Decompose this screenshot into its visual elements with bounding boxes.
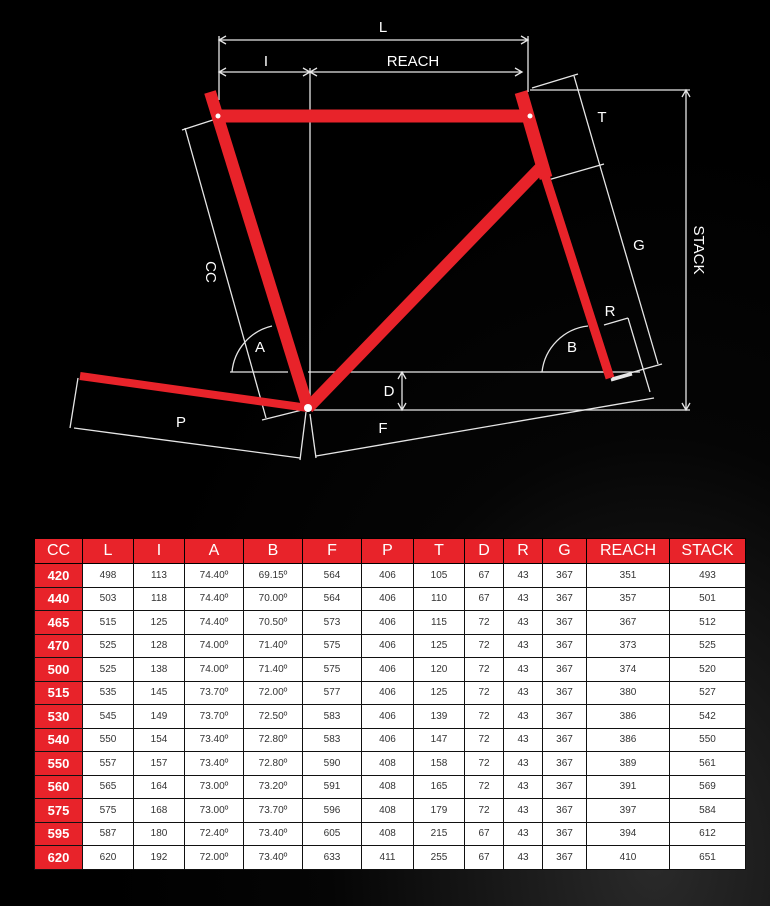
table-cell: 70.00º [244, 587, 303, 611]
table-cell: 367 [543, 634, 587, 658]
size-cell: 540 [35, 728, 83, 752]
table-cell: 406 [362, 564, 414, 588]
label-I: I [263, 53, 269, 70]
table-cell: 620 [83, 846, 134, 870]
table-row [35, 822, 746, 846]
bottom-bracket-point [304, 404, 312, 412]
label-P: P [175, 414, 187, 431]
col-header: REACH [587, 539, 670, 564]
col-header: F [303, 539, 362, 564]
table-cell: 573 [303, 611, 362, 635]
size-cell: 620 [35, 846, 83, 870]
table-cell: 525 [83, 634, 134, 658]
table-cell: 367 [543, 611, 587, 635]
table-cell: 651 [670, 846, 746, 870]
table-cell: 357 [587, 587, 670, 611]
table-cell: 43 [504, 822, 543, 846]
table-cell: 351 [587, 564, 670, 588]
table-cell: 584 [670, 799, 746, 823]
table-cell: 73.40º [244, 846, 303, 870]
table-cell: 164 [134, 775, 185, 799]
label-A: A [254, 339, 266, 356]
table-cell: 380 [587, 681, 670, 705]
table-row [35, 728, 746, 752]
col-header: A [185, 539, 244, 564]
table-cell: 120 [414, 658, 465, 682]
table-cell: 550 [670, 728, 746, 752]
table-cell: 367 [543, 564, 587, 588]
label-L: L [378, 19, 388, 36]
table-cell: 367 [543, 587, 587, 611]
table-row [35, 799, 746, 823]
table-cell: 115 [414, 611, 465, 635]
dim-G-bottom-tick [612, 364, 662, 378]
table-cell: 577 [303, 681, 362, 705]
size-cell: 595 [35, 822, 83, 846]
dim-CC-bottom-tick [262, 410, 302, 420]
dim-P-left-tick [70, 378, 78, 428]
table-cell: 72 [465, 705, 504, 729]
table-cell: 43 [504, 587, 543, 611]
col-header: R [504, 539, 543, 564]
table-cell: 408 [362, 752, 414, 776]
geometry-table-head [35, 539, 746, 564]
size-cell: 465 [35, 611, 83, 635]
table-cell: 73.70º [185, 681, 244, 705]
dim-T-top-tick [532, 74, 578, 88]
table-cell: 180 [134, 822, 185, 846]
table-cell: 74.40º [185, 587, 244, 611]
col-header: I [134, 539, 185, 564]
label-stack: STACK [690, 225, 707, 275]
table-row [35, 752, 746, 776]
table-cell: 406 [362, 705, 414, 729]
table-cell: 154 [134, 728, 185, 752]
table-cell: 43 [504, 799, 543, 823]
dim-CC-line [185, 128, 266, 418]
table-cell: 105 [414, 564, 465, 588]
table-cell: 125 [414, 634, 465, 658]
table-cell: 503 [83, 587, 134, 611]
table-cell: 179 [414, 799, 465, 823]
table-cell: 373 [587, 634, 670, 658]
table-cell: 410 [587, 846, 670, 870]
table-cell: 575 [303, 658, 362, 682]
table-cell: 67 [465, 822, 504, 846]
seat-tube [210, 92, 308, 408]
dim-P-line [74, 428, 300, 458]
table-row [35, 611, 746, 635]
size-cell: 500 [35, 658, 83, 682]
dim-R-offset-line [628, 318, 650, 392]
size-cell: 560 [35, 775, 83, 799]
table-cell: 43 [504, 634, 543, 658]
table-cell: 391 [587, 775, 670, 799]
table-cell: 408 [362, 822, 414, 846]
table-cell: 74.40º [185, 611, 244, 635]
geometry-table-body [35, 564, 746, 870]
table-cell: 498 [83, 564, 134, 588]
table-cell: 255 [414, 846, 465, 870]
table-cell: 72 [465, 752, 504, 776]
table-cell: 73.70º [185, 705, 244, 729]
table-cell: 389 [587, 752, 670, 776]
table-cell: 406 [362, 634, 414, 658]
table-cell: 74.00º [185, 658, 244, 682]
size-cell: 530 [35, 705, 83, 729]
chainstay [80, 376, 308, 408]
table-cell: 43 [504, 658, 543, 682]
table-cell: 406 [362, 611, 414, 635]
table-cell: 512 [670, 611, 746, 635]
table-cell: 72.00º [244, 681, 303, 705]
table-cell: 545 [83, 705, 134, 729]
table-cell: 367 [543, 846, 587, 870]
dim-CC-top-tick [182, 119, 216, 130]
table-cell: 561 [670, 752, 746, 776]
label-T: T [597, 109, 607, 126]
head-top-point [528, 114, 533, 119]
table-cell: 69.15º [244, 564, 303, 588]
table-cell: 71.40º [244, 658, 303, 682]
table-cell: 590 [303, 752, 362, 776]
table-cell: 367 [543, 658, 587, 682]
label-G: G [633, 237, 645, 254]
header-row [35, 539, 746, 564]
table-cell: 408 [362, 799, 414, 823]
table-cell: 67 [465, 846, 504, 870]
table-cell: 128 [134, 634, 185, 658]
table-cell: 43 [504, 775, 543, 799]
dim-P-right-tick [300, 412, 306, 460]
table-cell: 72 [465, 681, 504, 705]
table-cell: 374 [587, 658, 670, 682]
bike-frame [80, 92, 632, 412]
table-cell: 565 [83, 775, 134, 799]
head-tube [521, 92, 546, 178]
table-cell: 501 [670, 587, 746, 611]
table-cell: 43 [504, 728, 543, 752]
table-cell: 520 [670, 658, 746, 682]
table-cell: 145 [134, 681, 185, 705]
table-cell: 550 [83, 728, 134, 752]
table-cell: 408 [362, 775, 414, 799]
table-cell: 168 [134, 799, 185, 823]
label-D: D [383, 383, 395, 400]
table-cell: 72 [465, 775, 504, 799]
table-cell: 74.00º [185, 634, 244, 658]
label-B: B [566, 339, 578, 356]
label-CC: CC [202, 261, 219, 283]
table-row [35, 658, 746, 682]
table-cell: 575 [303, 634, 362, 658]
col-header: T [414, 539, 465, 564]
table-row [35, 775, 746, 799]
table-cell: 215 [414, 822, 465, 846]
table-cell: 612 [670, 822, 746, 846]
table-cell: 386 [587, 728, 670, 752]
size-cell: 470 [35, 634, 83, 658]
table-cell: 74.40º [185, 564, 244, 588]
dim-B-arc [542, 326, 588, 372]
col-header: D [465, 539, 504, 564]
dim-A-arc [232, 326, 272, 372]
table-cell: 406 [362, 681, 414, 705]
table-cell: 43 [504, 846, 543, 870]
table-cell: 587 [83, 822, 134, 846]
table-cell: 591 [303, 775, 362, 799]
table-cell: 564 [303, 564, 362, 588]
table-cell: 43 [504, 705, 543, 729]
table-cell: 367 [587, 611, 670, 635]
table-row [35, 681, 746, 705]
size-cell: 515 [35, 681, 83, 705]
table-cell: 72 [465, 634, 504, 658]
table-cell: 542 [670, 705, 746, 729]
table-cell: 72 [465, 611, 504, 635]
table-cell: 118 [134, 587, 185, 611]
label-F: F [378, 420, 388, 437]
table-cell: 557 [83, 752, 134, 776]
size-cell: 550 [35, 752, 83, 776]
col-header: STACK [670, 539, 746, 564]
size-cell: 440 [35, 587, 83, 611]
dim-T-bottom-tick [548, 164, 604, 180]
table-cell: 147 [414, 728, 465, 752]
table-cell: 72.50º [244, 705, 303, 729]
dim-G-line [600, 166, 658, 364]
table-cell: 367 [543, 775, 587, 799]
table-cell: 72.80º [244, 752, 303, 776]
table-cell: 72.00º [185, 846, 244, 870]
table-cell: 406 [362, 587, 414, 611]
table-cell: 72 [465, 728, 504, 752]
table-row [35, 587, 746, 611]
col-header: B [244, 539, 303, 564]
label-reach: REACH [386, 53, 440, 70]
table-cell: 367 [543, 681, 587, 705]
table-cell: 73.20º [244, 775, 303, 799]
table-cell: 406 [362, 728, 414, 752]
table-cell: 367 [543, 752, 587, 776]
table-cell: 73.40º [185, 728, 244, 752]
table-cell: 406 [362, 658, 414, 682]
table-cell: 157 [134, 752, 185, 776]
table-cell: 525 [83, 658, 134, 682]
table-cell: 411 [362, 846, 414, 870]
table-cell: 605 [303, 822, 362, 846]
table-cell: 71.40º [244, 634, 303, 658]
table-cell: 525 [670, 634, 746, 658]
table-cell: 165 [414, 775, 465, 799]
dimension-lines [70, 36, 690, 460]
table-cell: 535 [83, 681, 134, 705]
table-cell: 367 [543, 822, 587, 846]
table-cell: 113 [134, 564, 185, 588]
table-cell: 43 [504, 752, 543, 776]
table-cell: 67 [465, 564, 504, 588]
table-cell: 367 [543, 799, 587, 823]
table-cell: 515 [83, 611, 134, 635]
table-cell: 367 [543, 728, 587, 752]
table-cell: 397 [587, 799, 670, 823]
table-cell: 583 [303, 728, 362, 752]
table-cell: 72.80º [244, 728, 303, 752]
seat-top-point [216, 114, 221, 119]
dim-F-line [316, 398, 654, 456]
table-cell: 569 [670, 775, 746, 799]
table-cell: 367 [543, 705, 587, 729]
table-cell: 149 [134, 705, 185, 729]
table-cell: 564 [303, 587, 362, 611]
table-cell: 583 [303, 705, 362, 729]
table-row [35, 705, 746, 729]
table-cell: 72.40º [185, 822, 244, 846]
table-cell: 527 [670, 681, 746, 705]
table-cell: 138 [134, 658, 185, 682]
table-cell: 43 [504, 611, 543, 635]
table-cell: 192 [134, 846, 185, 870]
table-cell: 386 [587, 705, 670, 729]
table-cell: 493 [670, 564, 746, 588]
table-row [35, 634, 746, 658]
col-header: G [543, 539, 587, 564]
table-cell: 73.40º [244, 822, 303, 846]
col-header: L [83, 539, 134, 564]
table-cell: 73.00º [185, 775, 244, 799]
table-cell: 394 [587, 822, 670, 846]
table-cell: 67 [465, 587, 504, 611]
table-cell: 72 [465, 799, 504, 823]
table-cell: 575 [83, 799, 134, 823]
table-cell: 70.50º [244, 611, 303, 635]
size-cell: 420 [35, 564, 83, 588]
col-header: P [362, 539, 414, 564]
size-cell: 575 [35, 799, 83, 823]
table-cell: 73.00º [185, 799, 244, 823]
table-cell: 43 [504, 564, 543, 588]
table-cell: 633 [303, 846, 362, 870]
table-cell: 596 [303, 799, 362, 823]
table-cell: 110 [414, 587, 465, 611]
table-cell: 73.70º [244, 799, 303, 823]
table-row [35, 564, 746, 588]
geometry-table [34, 538, 746, 870]
table-cell: 72 [465, 658, 504, 682]
col-header: CC [35, 539, 83, 564]
table-row [35, 846, 746, 870]
table-cell: 43 [504, 681, 543, 705]
dim-F-left-tick [310, 414, 316, 458]
table-cell: 125 [134, 611, 185, 635]
table-cell: 125 [414, 681, 465, 705]
table-cell: 158 [414, 752, 465, 776]
label-R: R [604, 303, 616, 320]
table-cell: 73.40º [185, 752, 244, 776]
table-cell: 139 [414, 705, 465, 729]
